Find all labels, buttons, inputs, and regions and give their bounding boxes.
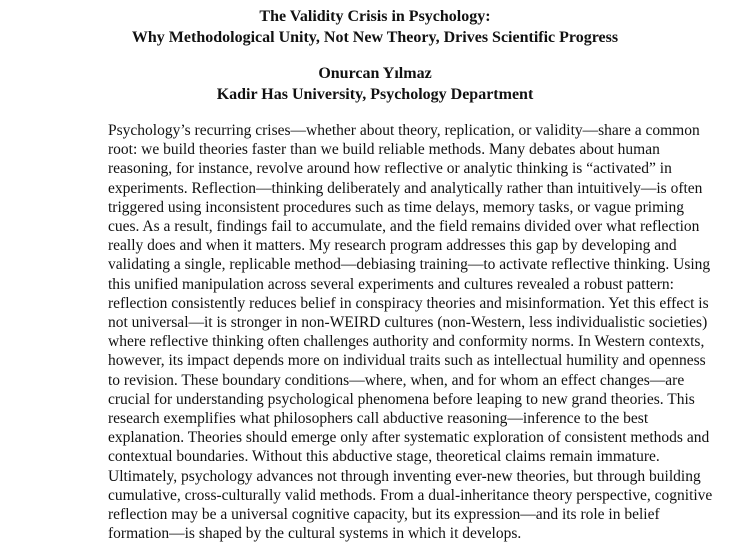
author-block bbox=[0, 63, 750, 105]
abstract-line: not universal—it is stronger in non-WEIRD cultures (non-Western, less individualistic societies) bbox=[108, 314, 708, 332]
abstract-line: triggered using inconsistent procedures such as time delays, memory tasks, or vague priming bbox=[108, 198, 684, 216]
abstract-line: reflection consistently reduces belief in conspiracy theories and misinformation. Yet this effect is bbox=[108, 294, 709, 312]
abstract-line: really does and when it matters. My research program addresses this gap by developing and bbox=[108, 237, 677, 255]
author-name: Onurcan Yılmaz bbox=[318, 65, 432, 82]
abstract-paragraph bbox=[108, 121, 748, 543]
abstract-line: where reflective thinking often challenges authority and conformity norms. In Western contexts, bbox=[108, 333, 705, 351]
abstract-line: reasoning, for instance, revolve around how reflective or analytic thinking is “activated” in bbox=[108, 160, 672, 178]
abstract-line: this unified manipulation across several experiments and cultures revealed a robust pattern: bbox=[108, 275, 674, 293]
abstract-line: Ultimately, psychology advances not through inventing ever-new theories, but through building bbox=[108, 467, 701, 485]
abstract-line: however, its impact depends more on individual traits such as intellectual humility and openness bbox=[108, 352, 706, 370]
abstract-line: Psychology’s recurring crises—whether about theory, replication, or validity—share a common bbox=[108, 122, 700, 139]
abstract-line: contextual boundaries. Without this abductive stage, theoretical claims remain immature. bbox=[108, 448, 660, 466]
title-line-2: Why Methodological Unity, Not New Theory, Drives Scientific Progress bbox=[131, 29, 619, 46]
abstract-line: reflection may be a universal cognitive capacity, but its expression—and its role in belief bbox=[108, 506, 660, 524]
abstract-line: to revision. These boundary conditions—where, when, and for whom an effect changes—are bbox=[108, 371, 685, 389]
abstract-line: validating a single, replicable method—debiasing training—to activate reflective thinking. Using bbox=[108, 256, 711, 274]
abstract-line: root: we build theories faster than we build reliable methods. Many debates about human bbox=[108, 141, 660, 159]
abstract-line: crucial for understanding psychological phenomena before leaping to new grand theories. This bbox=[108, 390, 695, 408]
abstract-line: cumulative, cross-culturally valid methods. From a dual-inheritance theory perspective, cognitive bbox=[108, 486, 713, 504]
abstract-line: explanation. Theories should emerge only after systematic exploration of consistent methods and bbox=[108, 429, 710, 447]
abstract-line: formation—is shaped by the cultural systems in which it develops. bbox=[108, 525, 522, 543]
abstract-line: cues. As a result, findings fail to accumulate, and the field remains divided over what reflection bbox=[108, 218, 700, 236]
author-affiliation: Kadir Has University, Psychology Department bbox=[216, 86, 534, 103]
abstract-line: research exemplifies what philosophers call abductive reasoning—inference to the best bbox=[108, 410, 649, 428]
title-block bbox=[0, 6, 750, 48]
title-line-1: The Validity Crisis in Psychology: bbox=[259, 8, 491, 25]
abstract-line: experiments. Reflection—thinking deliberately and analytically rather than intuitively—is often bbox=[108, 179, 703, 197]
